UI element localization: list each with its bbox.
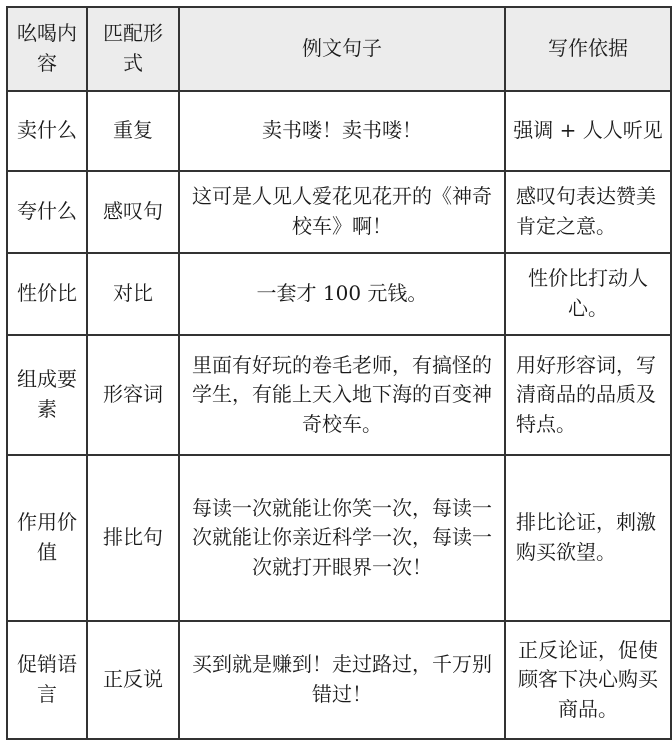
cell-basis: 正反论证，促使顾客下决心购买商品。 (505, 621, 671, 739)
table-row (7, 171, 671, 253)
cell-form: 感叹句 (87, 171, 179, 253)
header-row (7, 7, 671, 91)
table-row (7, 253, 671, 335)
cell-basis: 用好形容词，写清商品的品质及特点。 (505, 335, 671, 455)
table-row (7, 621, 671, 739)
cell-form: 正反说 (87, 621, 179, 739)
cell-example: 这可是人见人爱花见花开的《神奇校车》啊！ (179, 171, 505, 253)
cell-form: 形容词 (87, 335, 179, 455)
table-row (7, 335, 671, 455)
header-form: 匹配形式 (87, 7, 179, 91)
cell-basis: 性价比打动人心。 (505, 253, 671, 335)
cell-content: 夸什么 (7, 171, 87, 253)
cell-example: 每读一次就能让你笑一次，每读一次就能让你亲近科学一次，每读一次就打开眼界一次！ (179, 455, 505, 621)
header-basis: 写作依据 (505, 7, 671, 91)
cell-content: 作用价值 (7, 455, 87, 621)
cell-form: 对比 (87, 253, 179, 335)
cell-basis: 强调 + 人人听见 (505, 91, 671, 171)
cell-form: 重复 (87, 91, 179, 171)
header-example: 例文句子 (179, 7, 505, 91)
table-row (7, 91, 671, 171)
cell-example: 卖书喽！卖书喽！ (179, 91, 505, 171)
cell-basis: 排比论证，刺激购买欲望。 (505, 455, 671, 621)
cell-content: 卖什么 (7, 91, 87, 171)
cell-content: 性价比 (7, 253, 87, 335)
content-table (6, 6, 672, 740)
cell-basis: 感叹句表达赞美肯定之意。 (505, 171, 671, 253)
header-content: 吆喝内容 (7, 7, 87, 91)
cell-content: 组成要素 (7, 335, 87, 455)
cell-example: 一套才 100 元钱。 (179, 253, 505, 335)
cell-example: 里面有好玩的卷毛老师，有搞怪的学生，有能上天入地下海的百变神奇校车。 (179, 335, 505, 455)
cell-example: 买到就是赚到！走过路过，千万别错过！ (179, 621, 505, 739)
cell-content: 促销语言 (7, 621, 87, 739)
table-row (7, 455, 671, 621)
cell-form: 排比句 (87, 455, 179, 621)
